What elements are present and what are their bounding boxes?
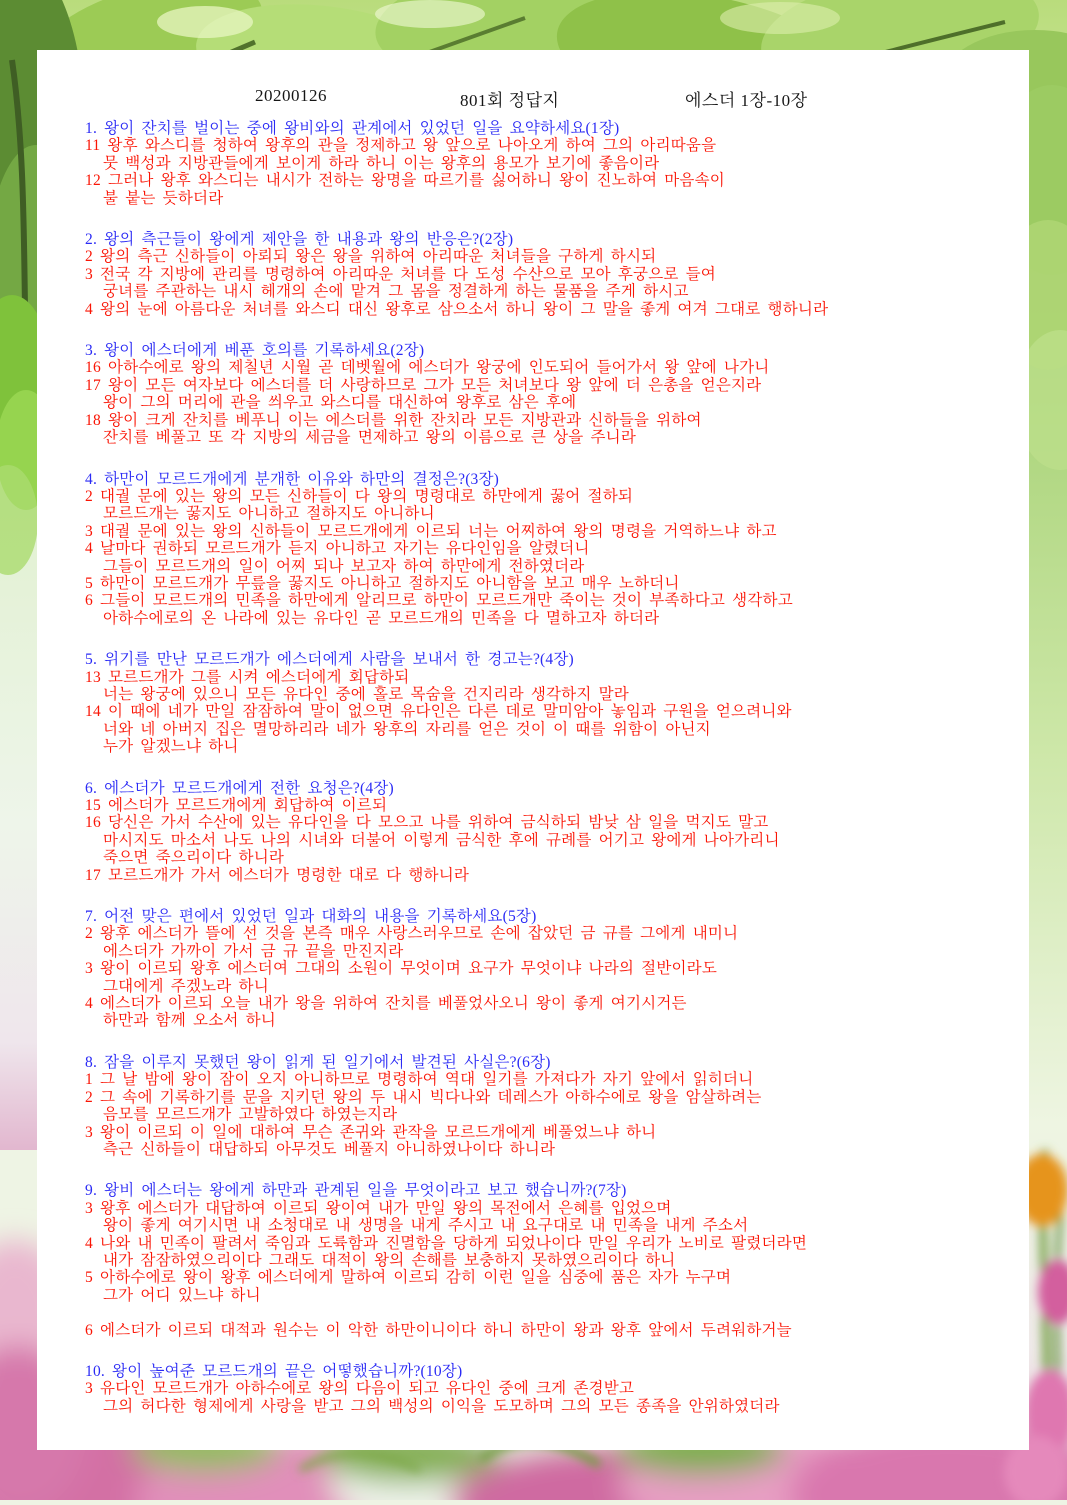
answer-line: 3 왕이 이르되 이 일에 대하여 무슨 존귀와 관작을 모르드개에게 베풀었느냐 하니 xyxy=(85,1123,657,1141)
question-line: 8. 잠을 이루지 못했던 왕이 읽게 된 일기에서 발견된 사실은?(6장) xyxy=(85,1053,551,1071)
answer-line: 17 왕이 모든 여자보다 에스더를 더 사랑하므로 그가 모든 처녀보다 왕 앞에 더 은총을 얻은지라 xyxy=(85,376,762,394)
answer-line: 모르드개는 꿇지도 아니하고 절하지도 아니하니 xyxy=(103,505,435,523)
qa-section-1 xyxy=(85,120,1021,207)
answer-line: 하만과 함께 오소서 하니 xyxy=(103,1012,276,1030)
answer-line: 11 왕후 와스디를 청하여 왕후의 관을 정제하고 왕 앞으로 나아오게 하여 그의 아리따움을 xyxy=(85,137,717,155)
question-line: 9. 왕비 에스더는 왕에게 하만과 관계된 일을 무엇이라고 보고 했습니까?(7장) xyxy=(85,1182,627,1200)
qa-section-4 xyxy=(85,471,1021,628)
answer-line: 12 그러나 왕후 와스디는 내시가 전하는 왕명을 따르기를 싫어하니 왕이 진노하여 마음속이 xyxy=(85,172,725,190)
answer-line: 13 모르드개가 그를 시켜 에스더에게 회답하되 xyxy=(85,668,410,686)
answer-line: 마시지도 마소서 나도 나의 시녀와 더불어 이렇게 금식한 후에 규례를 어기고 왕에게 나아가리니 xyxy=(103,831,780,849)
qa-section-10 xyxy=(85,1363,1021,1415)
header-scripture-range: 에스더 1장-10장 xyxy=(685,91,808,110)
qa-section-7 xyxy=(85,908,1021,1030)
qa-content xyxy=(85,120,1021,1439)
question-line: 7. 어전 맞은 편에서 있었던 일과 대화의 내용을 기록하세요(5장) xyxy=(85,908,537,926)
answer-line: 17 모르드개가 가서 에스더가 명령한 대로 다 행하니라 xyxy=(85,866,470,884)
answer-line: 측근 신하들이 대답하되 아무것도 베풀지 아니하였나이다 하니라 xyxy=(103,1140,556,1158)
answer-line: 너는 왕궁에 있으니 모든 유다인 중에 홀로 목숨을 건지리라 생각하지 말라 xyxy=(103,685,629,703)
answer-line: 궁녀를 주관하는 내시 헤개의 손에 맡겨 그 몸을 정결하게 하는 물품을 주게 하시고 xyxy=(103,283,689,301)
answer-line: 2 왕후 에스더가 뜰에 선 것을 본즉 매우 사랑스러우므로 손에 잡았던 금 규를 그에게 내미니 xyxy=(85,925,739,943)
answer-line: 2 대궐 문에 있는 왕의 모든 신하들이 다 왕의 명령대로 하만에게 꿇어 절하되 xyxy=(85,487,634,505)
answer-line: 2 그 속에 기록하기를 문을 지키던 왕의 두 내시 빅다나와 데레스가 아하수에로 왕을 암살하려는 xyxy=(85,1088,762,1106)
answer-line: 16 아하수에로 왕의 제칠년 시월 곧 데벳월에 에스더가 왕궁에 인도되어 들어가서 왕 앞에 나가니 xyxy=(85,359,770,377)
answer-line: 그의 허다한 형제에게 사랑을 받고 그의 백성의 이익을 도모하며 그의 모든 종족을 안위하였더라 xyxy=(103,1397,780,1415)
answer-line: 음모를 모르드개가 고발하였다 하였는지라 xyxy=(103,1106,398,1124)
answer-line: 6 에스더가 이르되 대적과 원수는 이 악한 하만이니이다 하니 하만이 왕과 왕후 앞에서 두려워하거늘 xyxy=(85,1321,792,1339)
answer-line: 4 에스더가 이르되 오늘 내가 왕을 위하여 잔치를 베풀었사오니 왕이 좋게 여기시거든 xyxy=(85,995,687,1013)
page-title: 801회 정답지 xyxy=(460,91,560,110)
question-line: 3. 왕이 에스더에게 베푼 호의를 기록하세요(2장) xyxy=(85,342,425,360)
question-line: 1. 왕이 잔치를 벌이는 중에 왕비와의 관계에서 있었던 일을 요약하세요(1장) xyxy=(85,120,620,137)
answer-line: 4 왕의 눈에 아름다운 처녀를 와스디 대신 왕후로 삼으소서 하니 왕이 그 말을 좋게 여겨 그대로 행하니라 xyxy=(85,300,829,318)
answer-line: 4 날마다 권하되 모르드개가 듣지 아니하고 자기는 유다인임을 알렸더니 xyxy=(85,540,590,558)
answer-line: 그들이 모르드개의 일이 어찌 되나 보고자 하여 하만에게 전하였더라 xyxy=(103,557,585,575)
answer-line: 3 전국 각 지방에 관리를 명령하여 아리따운 처녀를 다 도성 수산으로 모아 후궁으로 들여 xyxy=(85,265,716,283)
qa-section-6 xyxy=(85,780,1021,884)
answer-line: 왕이 그의 머리에 관을 씌우고 와스디를 대신하여 왕후로 삼은 후에 xyxy=(103,394,577,412)
answer-line: 내가 잠잠하였으리이다 그래도 대적이 왕의 손해를 보충하지 못하였으리이다 하니 xyxy=(103,1251,676,1269)
answer-line: 14 이 때에 네가 만일 잠잠하여 말이 없으면 유다인은 다른 데로 말미암아 놓임과 구원을 얻으려니와 xyxy=(85,703,792,721)
answer-line: 3 대궐 문에 있는 왕의 신하들이 모르드개에게 이르되 너는 어찌하여 왕의 명령을 거역하느냐 하고 xyxy=(85,522,777,540)
answer-line: 그대에게 주겠노라 하니 xyxy=(103,977,269,995)
question-line: 5. 위기를 만난 모르드개가 에스더에게 사람을 보내서 한 경고는?(4장) xyxy=(85,651,574,669)
qa-section-8 xyxy=(85,1054,1021,1158)
answer-line: 1 그 날 밤에 왕이 잠이 오지 아니하므로 명령하여 역대 일기를 가져다가 자기 앞에서 읽히더니 xyxy=(85,1071,754,1089)
question-line: 10. 왕이 높여준 모르드개의 끝은 어떻했습니까?(10장) xyxy=(85,1362,463,1380)
answer-line: 15 에스더가 모르드개에게 회답하여 이르되 xyxy=(85,797,388,814)
qa-section-3 xyxy=(85,342,1021,446)
sheet-header xyxy=(37,86,1029,110)
answer-line: 5 아하수에로 왕이 왕후 에스더에게 말하여 이르되 감히 이런 일을 심중에 품은 자가 누구며 xyxy=(85,1269,732,1287)
question-line: 2. 왕의 측근들이 왕에게 제안을 한 내용과 왕의 반응은?(2장) xyxy=(85,231,514,249)
answer-line: 잔치를 베풀고 또 각 지방의 세금을 면제하고 왕의 이름으로 큰 상을 주니라 xyxy=(103,429,637,447)
qa-section-2 xyxy=(85,231,1021,318)
answer-line: 4 나와 내 민족이 팔려서 죽임과 도륙함과 진멸함을 당하게 되었나이다 만일 우리가 노비로 팔렸더라면 xyxy=(85,1234,808,1252)
answer-line: 뭇 백성과 지방관들에게 보이게 하라 하니 이는 왕후의 용모가 보기에 좋음이라 xyxy=(103,154,660,172)
question-line: 4. 하만이 모르드개에게 분개한 이유와 하만의 결정은?(3장) xyxy=(85,470,500,488)
answer-line: 3 왕이 이르되 왕후 에스더여 그대의 소원이 무엇이며 요구가 무엇이냐 나라의 절반이라도 xyxy=(85,960,718,978)
answer-line: 그가 어디 있느냐 하니 xyxy=(103,1286,261,1304)
answer-line: 6 그들이 모르드개의 민족을 하만에게 알리므로 하만이 모르드개만 죽이는 것이 부족하다고 생각하고 xyxy=(85,592,793,610)
answer-line: 3 유다인 모르드개가 아하수에로 왕의 다음이 되고 유다인 중에 크게 존경받고 xyxy=(85,1380,635,1398)
answer-line: 16 당신은 가서 수산에 있는 유다인을 다 모으고 나를 위하여 금식하되 밤낮 삼 일을 먹지도 말고 xyxy=(85,814,769,832)
header-date: 20200126 xyxy=(255,86,327,105)
answer-line: 왕이 좋게 여기시면 내 소청대로 내 생명을 내게 주시고 내 요구대로 내 민족을 내게 주소서 xyxy=(103,1217,749,1235)
answer-line: 5 하만이 모르드개가 무릎을 꿇지도 아니하고 절하지도 아니함을 보고 매우 노하더니 xyxy=(85,574,680,592)
qa-section-9 xyxy=(85,1182,1021,1339)
answer-line xyxy=(85,1304,1021,1321)
qa-section-5 xyxy=(85,651,1021,755)
answer-sheet xyxy=(37,50,1029,1450)
answer-line: 죽으면 죽으리이다 하니라 xyxy=(103,849,285,867)
answer-line: 누가 알겠느냐 하니 xyxy=(103,738,239,756)
answer-line: 불 붙는 듯하더라 xyxy=(103,189,224,207)
question-line: 6. 에스더가 모르드개에게 전한 요청은?(4장) xyxy=(85,779,394,797)
answer-line: 18 왕이 크게 잔치를 베푸니 이는 에스더를 위한 잔치라 모든 지방관과 신하들을 위하여 xyxy=(85,411,702,429)
answer-line: 2 왕의 측근 신하들이 아뢰되 왕은 왕을 위하여 아리따운 처녀들을 구하게 하시되 xyxy=(85,248,657,266)
answer-line: 3 왕후 에스더가 대답하여 이르되 왕이여 내가 만일 왕의 목전에서 은혜를 입었으며 xyxy=(85,1199,672,1217)
answer-line: 너와 네 아버지 집은 멸망하리라 네가 왕후의 자리를 얻은 것이 이 때를 위함이 아닌지 xyxy=(103,720,711,738)
answer-line: 아하수에로의 온 나라에 있는 유다인 곧 모르드개의 민족을 다 멸하고자 하더라 xyxy=(103,609,660,627)
answer-line: 에스더가 가까이 가서 금 규 끝을 만진지라 xyxy=(103,942,404,960)
